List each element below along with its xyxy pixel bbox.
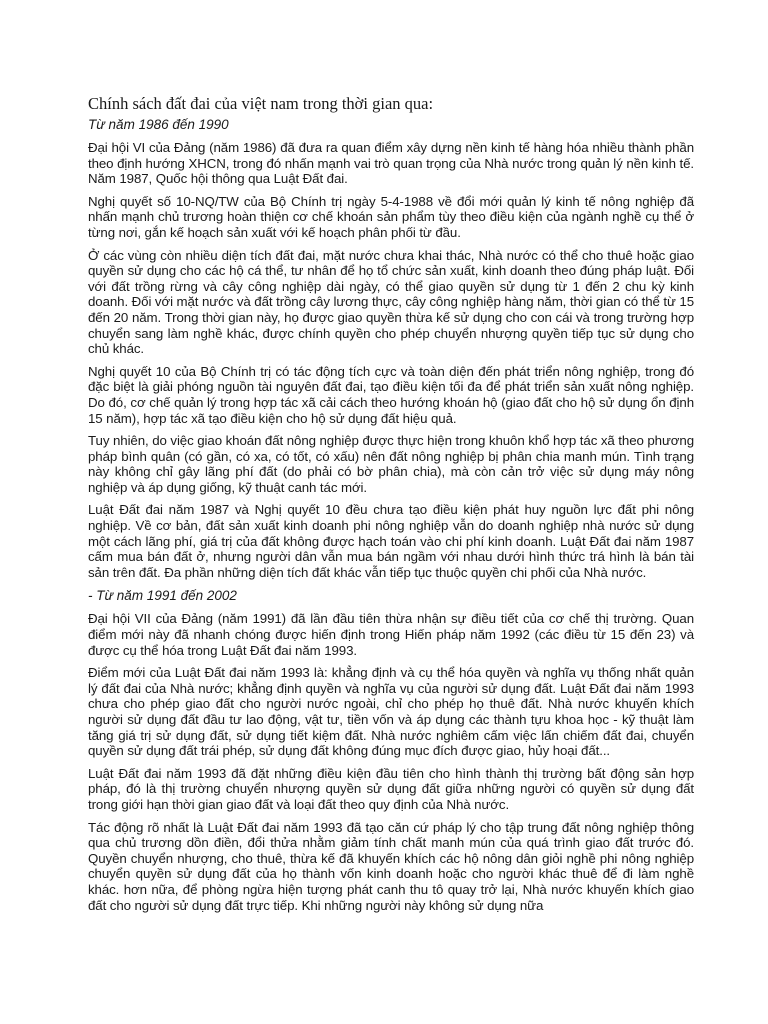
paragraph: Đại hội VII của Đảng (năm 1991) đã lần đầu tiên thừa nhận sự điều tiết của cơ chế thị trường. Quan điểm mới này đã nhanh chóng được hiến định trong Hiến pháp năm 1992 (các điều từ 15 đến 23) và được cụ thể hóa trong Luật Đất đai năm 1993. xyxy=(88,611,694,658)
paragraph: Tuy nhiên, do việc giao khoán đất nông nghiệp được thực hiện trong khuôn khổ hợp tác xã theo phương pháp bình quân (có gần, có xa, có tốt, có xấu) nên đất nông nghiệp bị phân chia manh mún. Tình trạng này không chỉ gây lãng phí đất (do phải có bờ phân chia), mà còn cản trở việc sử dụng máy nông nghiệp và áp dụng giống, kỹ thuật canh tác mới. xyxy=(88,433,694,495)
paragraph: Luật Đất đai năm 1993 đã đặt những điều kiện đầu tiên cho hình thành thị trường bất động sản hợp pháp, đó là thị trường chuyển nhượng quyền sử dụng đất giữa những người có quyền sử dụng đất trong giới hạn thời gian giao đất và loại đất theo quy định của Nhà nước. xyxy=(88,765,694,812)
paragraph: Nghị quyết số 10-NQ/TW của Bộ Chính trị ngày 5-4-1988 về đổi mới quản lý kinh tế nông nghiệp đã nhấn mạnh chủ trương hoàn thiện cơ chế khoán sản phẩm tùy theo điều kiện của ngành nghề cụ thể ở từng nơi, gắn kế hoạch sản xuất với kế hoạch phân phối từ đầu. xyxy=(88,193,694,240)
paragraph: Luật Đất đai năm 1987 và Nghị quyết 10 đều chưa tạo điều kiện phát huy nguồn lực đất phi nông nghiệp. Về cơ bản, đất sản xuất kinh doanh phi nông nghiệp vẫn do doanh nghiệp nhà nước sử dụng một cách lãng phí, giá trị của đất không được hạch toán vào chi phí kinh doanh. Luật Đất đai năm 1987 cấm mua bán đất ở, nhưng người dân vẫn mua bán ngầm với nhau dưới hình thức trá hình là bán tài sản trên đất. Đa phần những diện tích đất khác vẫn tiếp tục thuộc quyền chi phối của Nhà nước. xyxy=(88,502,694,580)
paragraph: Đại hội VI của Đảng (năm 1986) đã đưa ra quan điểm xây dựng nền kinh tế hàng hóa nhiều thành phần theo định hướng XHCN, trong đó nhấn mạnh vai trò quan trọng của Nhà nước trong quản lý nền kinh tế. Năm 1987, Quốc hội thông qua Luật Đất đai. xyxy=(88,140,694,187)
section-heading-1986-1990: Từ năm 1986 đến 1990 xyxy=(88,117,229,132)
paragraph: Điểm mới của Luật Đất đai năm 1993 là: khẳng định và cụ thể hóa quyền và nghĩa vụ thống nhất quản lý đất đai của Nhà nước; khẳng định quyền và nghĩa vụ của người sử dụng đất. Luật Đất đai năm 1993 chưa cho phép giao đất cho người nước ngoài, chỉ cho phép họ thuê đất. Nhà nước khuyến khích người sử dụng đất đầu tư lao động, vật tư, tiền vốn và áp dụng các thành tựu khoa học - kỹ thuật làm tăng giá trị sử dụng đất, sử dụng tiết kiệm đất. Nhà nước nghiêm cấm việc lấn chiếm đất đai, chuyển quyền sử dụng đất trái phép, sử dụng đất không đúng mục đích được giao, hủy hoại đất... xyxy=(88,665,694,759)
section-heading-1991-2002: - Từ năm 1991 đến 2002 xyxy=(88,588,237,604)
paragraph: Nghị quyết 10 của Bộ Chính trị có tác động tích cực và toàn diện đến phát triển nông nghiệp, trong đó đặc biệt là giải phóng nguồn tài nguyên đất đai, tạo điều kiện tối đa để phát triển sản xuất nông nghiệp. Do đó, cơ chế quản lý trong hợp tác xã cải cách theo hướng khoán hộ (giao đất cho hộ sử dụng ổn định 15 năm), hợp tác xã tạo điều kiện cho hộ sử dụng đất hiệu quả. xyxy=(88,363,694,426)
paragraph: Ở các vùng còn nhiều diện tích đất đai, mặt nước chưa khai thác, Nhà nước có thể cho thuê hoặc giao quyền sử dụng cho các hộ cá thể, tư nhân để họ tổ chức sản xuất, kinh doanh theo đúng pháp luật. Đối với đất trồng rừng và cây công nghiệp dài ngày, có thể giao quyền sử dụng từ 1 đến 2 chu kỳ kinh doanh. Đối với mặt nước và đất trồng cây lương thực, cây công nghiệp hàng năm, thời gian có thể từ 15 đến 20 năm. Trong thời gian này, họ được giao quyền thừa kế sử dụng cho con cái và trong trường hợp chuyển sang làm nghề khác, được chính quyền cho phép chuyển nhượng quyền tiếp tục sử dụng cho chủ khác. xyxy=(88,247,694,357)
paragraph: Tác động rõ nhất là Luật Đất đai năm 1993 đã tạo căn cứ pháp lý cho tập trung đất nông nghiệp thông qua chủ trương dồn điền, đổi thửa nhằm giảm tính chất manh mún của quá trình giao đất trước đó. Quyền chuyển nhượng, cho thuê, thừa kế đã khuyến khích các hộ nông dân giỏi nghề phi nông nghiệp chuyển quyền sử dụng đất của họ thành vốn kinh doanh hoặc cho người khác thuê để đi làm nghề khác. hơn nữa, để phòng ngừa hiện tượng phát canh thu tô quay trở lại, Nhà nước khuyến khích giao đất cho người sử dụng đất trực tiếp. Khi những người này không sử dụng nữa xyxy=(88,819,694,913)
document-title: Chính sách đất đai của việt nam trong thời gian qua: xyxy=(88,94,434,113)
